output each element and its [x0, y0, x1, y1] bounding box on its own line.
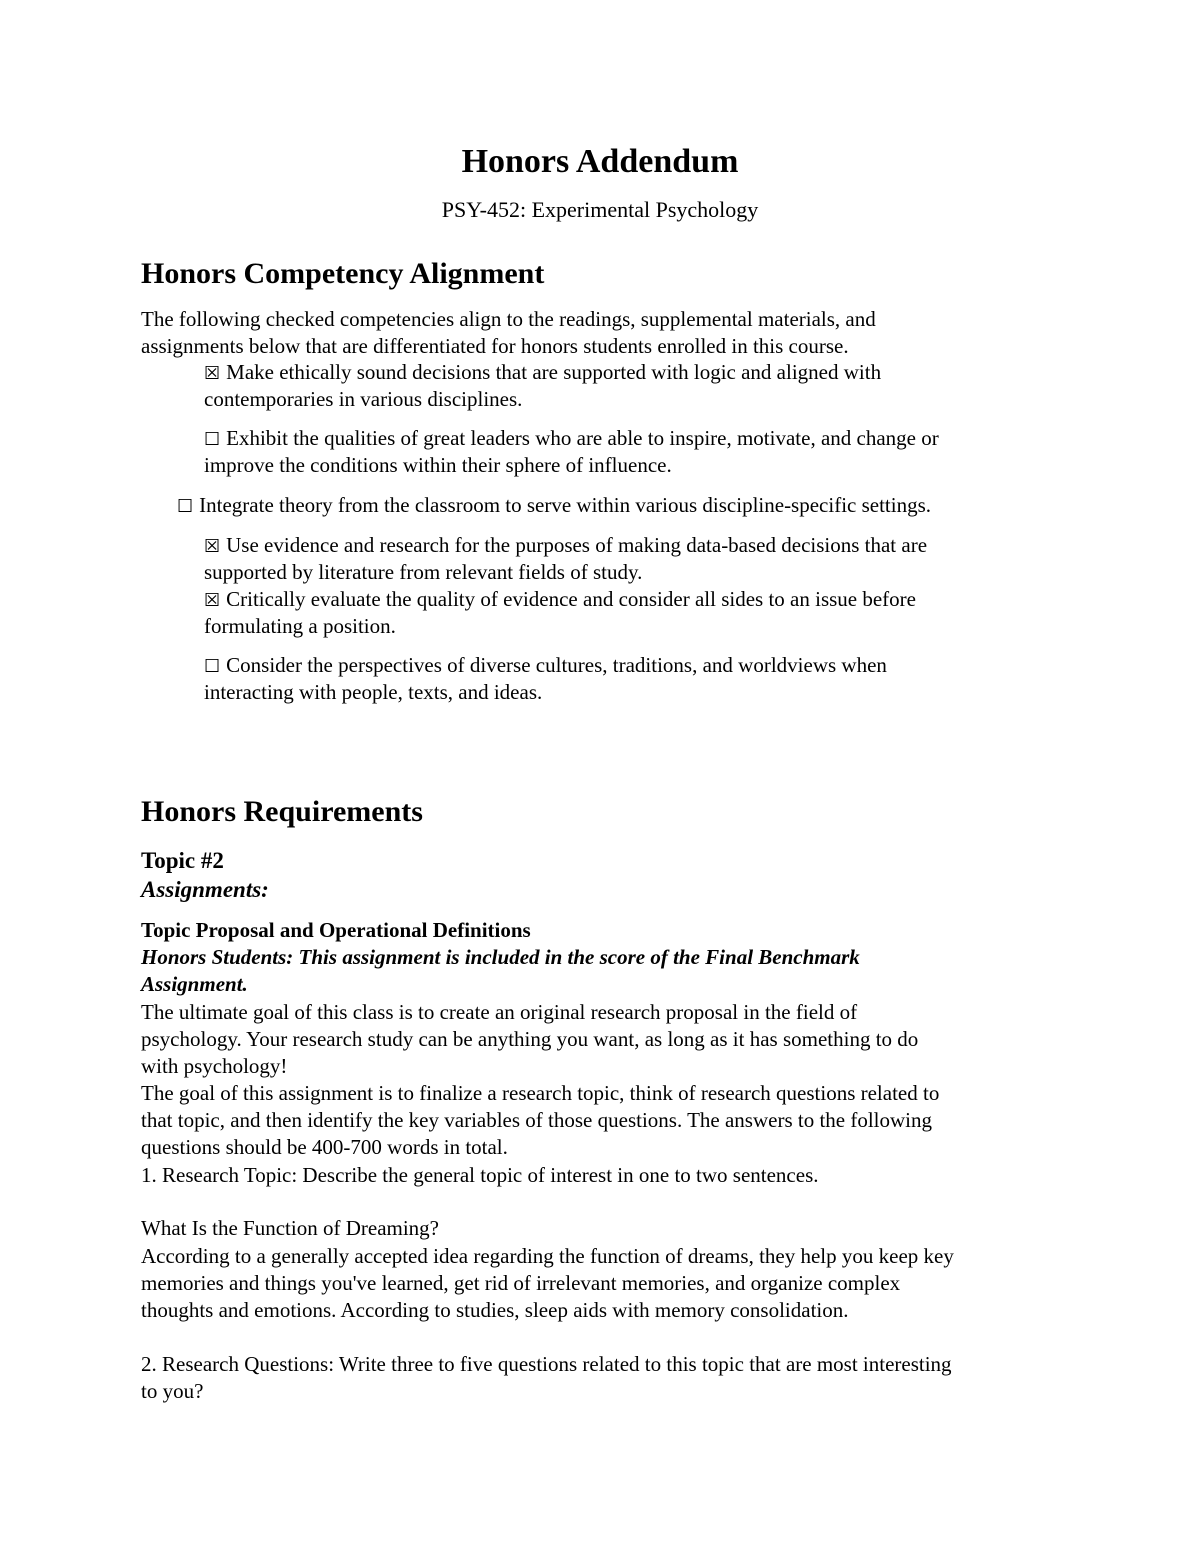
paragraph-line: psychology. Your research study can be anything you want, as long as it has something to do: [141, 1027, 919, 1051]
checked-box-icon[interactable]: ☒: [204, 536, 221, 557]
competency-text: Make ethically sound decisions that are supported with logic and aligned with: [226, 360, 882, 384]
assignment-title: Topic Proposal and Operational Definitions: [141, 918, 531, 942]
answer-line: memories and things you've learned, get rid of irrelevant memories, and organize complex: [141, 1271, 901, 1295]
checked-box-icon[interactable]: ☒: [204, 363, 221, 384]
answer-line: thoughts and emotions. According to studies, sleep aids with memory consolidation.: [141, 1298, 849, 1322]
competency-text-cont: formulating a position.: [204, 614, 396, 638]
page-title: Honors Addendum: [461, 143, 739, 180]
checked-box-icon[interactable]: ☒: [204, 590, 221, 611]
competency-text-cont: supported by literature from relevant fields of study.: [204, 560, 643, 584]
competency-item: [177, 492, 931, 520]
paragraph-line: The ultimate goal of this class is to create an original research proposal in the field of: [141, 1000, 858, 1024]
competency-item: [204, 652, 887, 680]
competency-item: [204, 425, 939, 453]
question-2: 2. Research Questions: Write three to five questions related to this topic that are most interesting: [141, 1352, 952, 1376]
unchecked-box-icon[interactable]: ☐: [204, 656, 221, 677]
competency-text-cont: improve the conditions within their sphere of influence.: [204, 453, 672, 477]
competency-text: Critically evaluate the quality of evidence and consider all sides to an issue before: [226, 587, 916, 611]
topic-heading: Topic #2: [141, 848, 224, 873]
paragraph-line: questions should be 400-700 words in total.: [141, 1135, 508, 1159]
paragraph-line: with psychology!: [141, 1054, 288, 1078]
question-1: 1. Research Topic: Describe the general topic of interest in one to two sentences.: [141, 1163, 819, 1187]
unchecked-box-icon[interactable]: ☐: [204, 429, 221, 450]
question-2-cont: to you?: [141, 1379, 204, 1403]
unchecked-box-icon[interactable]: ☐: [177, 496, 194, 517]
paragraph-line: The goal of this assignment is to finalize a research topic, think of research questions related to: [141, 1081, 940, 1105]
competency-text-cont: contemporaries in various disciplines.: [204, 387, 523, 411]
competency-heading: Honors Competency Alignment: [141, 257, 545, 290]
competency-text: Integrate theory from the classroom to serve within various discipline-specific settings.: [199, 493, 932, 517]
intro-line-1: The following checked competencies align to the readings, supplemental materials, and: [141, 307, 876, 331]
answer-line: According to a generally accepted idea regarding the function of dreams, they help you keep key: [141, 1244, 954, 1268]
competency-item: [204, 586, 916, 614]
requirements-heading: Honors Requirements: [141, 795, 423, 828]
assignments-label: Assignments:: [141, 877, 269, 902]
honors-note: Honors Students: This assignment is included in the score of the Final Benchmark: [141, 945, 860, 969]
competency-item: [204, 359, 881, 387]
answer-title: What Is the Function of Dreaming?: [141, 1216, 439, 1240]
intro-line-2: assignments below that are differentiated for honors students enrolled in this course.: [141, 334, 849, 358]
competency-text-cont: interacting with people, texts, and ideas.: [204, 680, 543, 704]
paragraph-line: that topic, and then identify the key variables of those questions. The answers to the following: [141, 1108, 933, 1132]
competency-text: Use evidence and research for the purposes of making data-based decisions that are: [226, 533, 928, 557]
honors-note-cont: Assignment.: [141, 972, 248, 996]
course-subtitle: PSY-452: Experimental Psychology: [441, 197, 759, 222]
competency-text: Exhibit the qualities of great leaders who are able to inspire, motivate, and change or: [226, 426, 939, 450]
competency-item: [204, 532, 927, 560]
competency-text: Consider the perspectives of diverse cultures, traditions, and worldviews when: [226, 653, 887, 677]
